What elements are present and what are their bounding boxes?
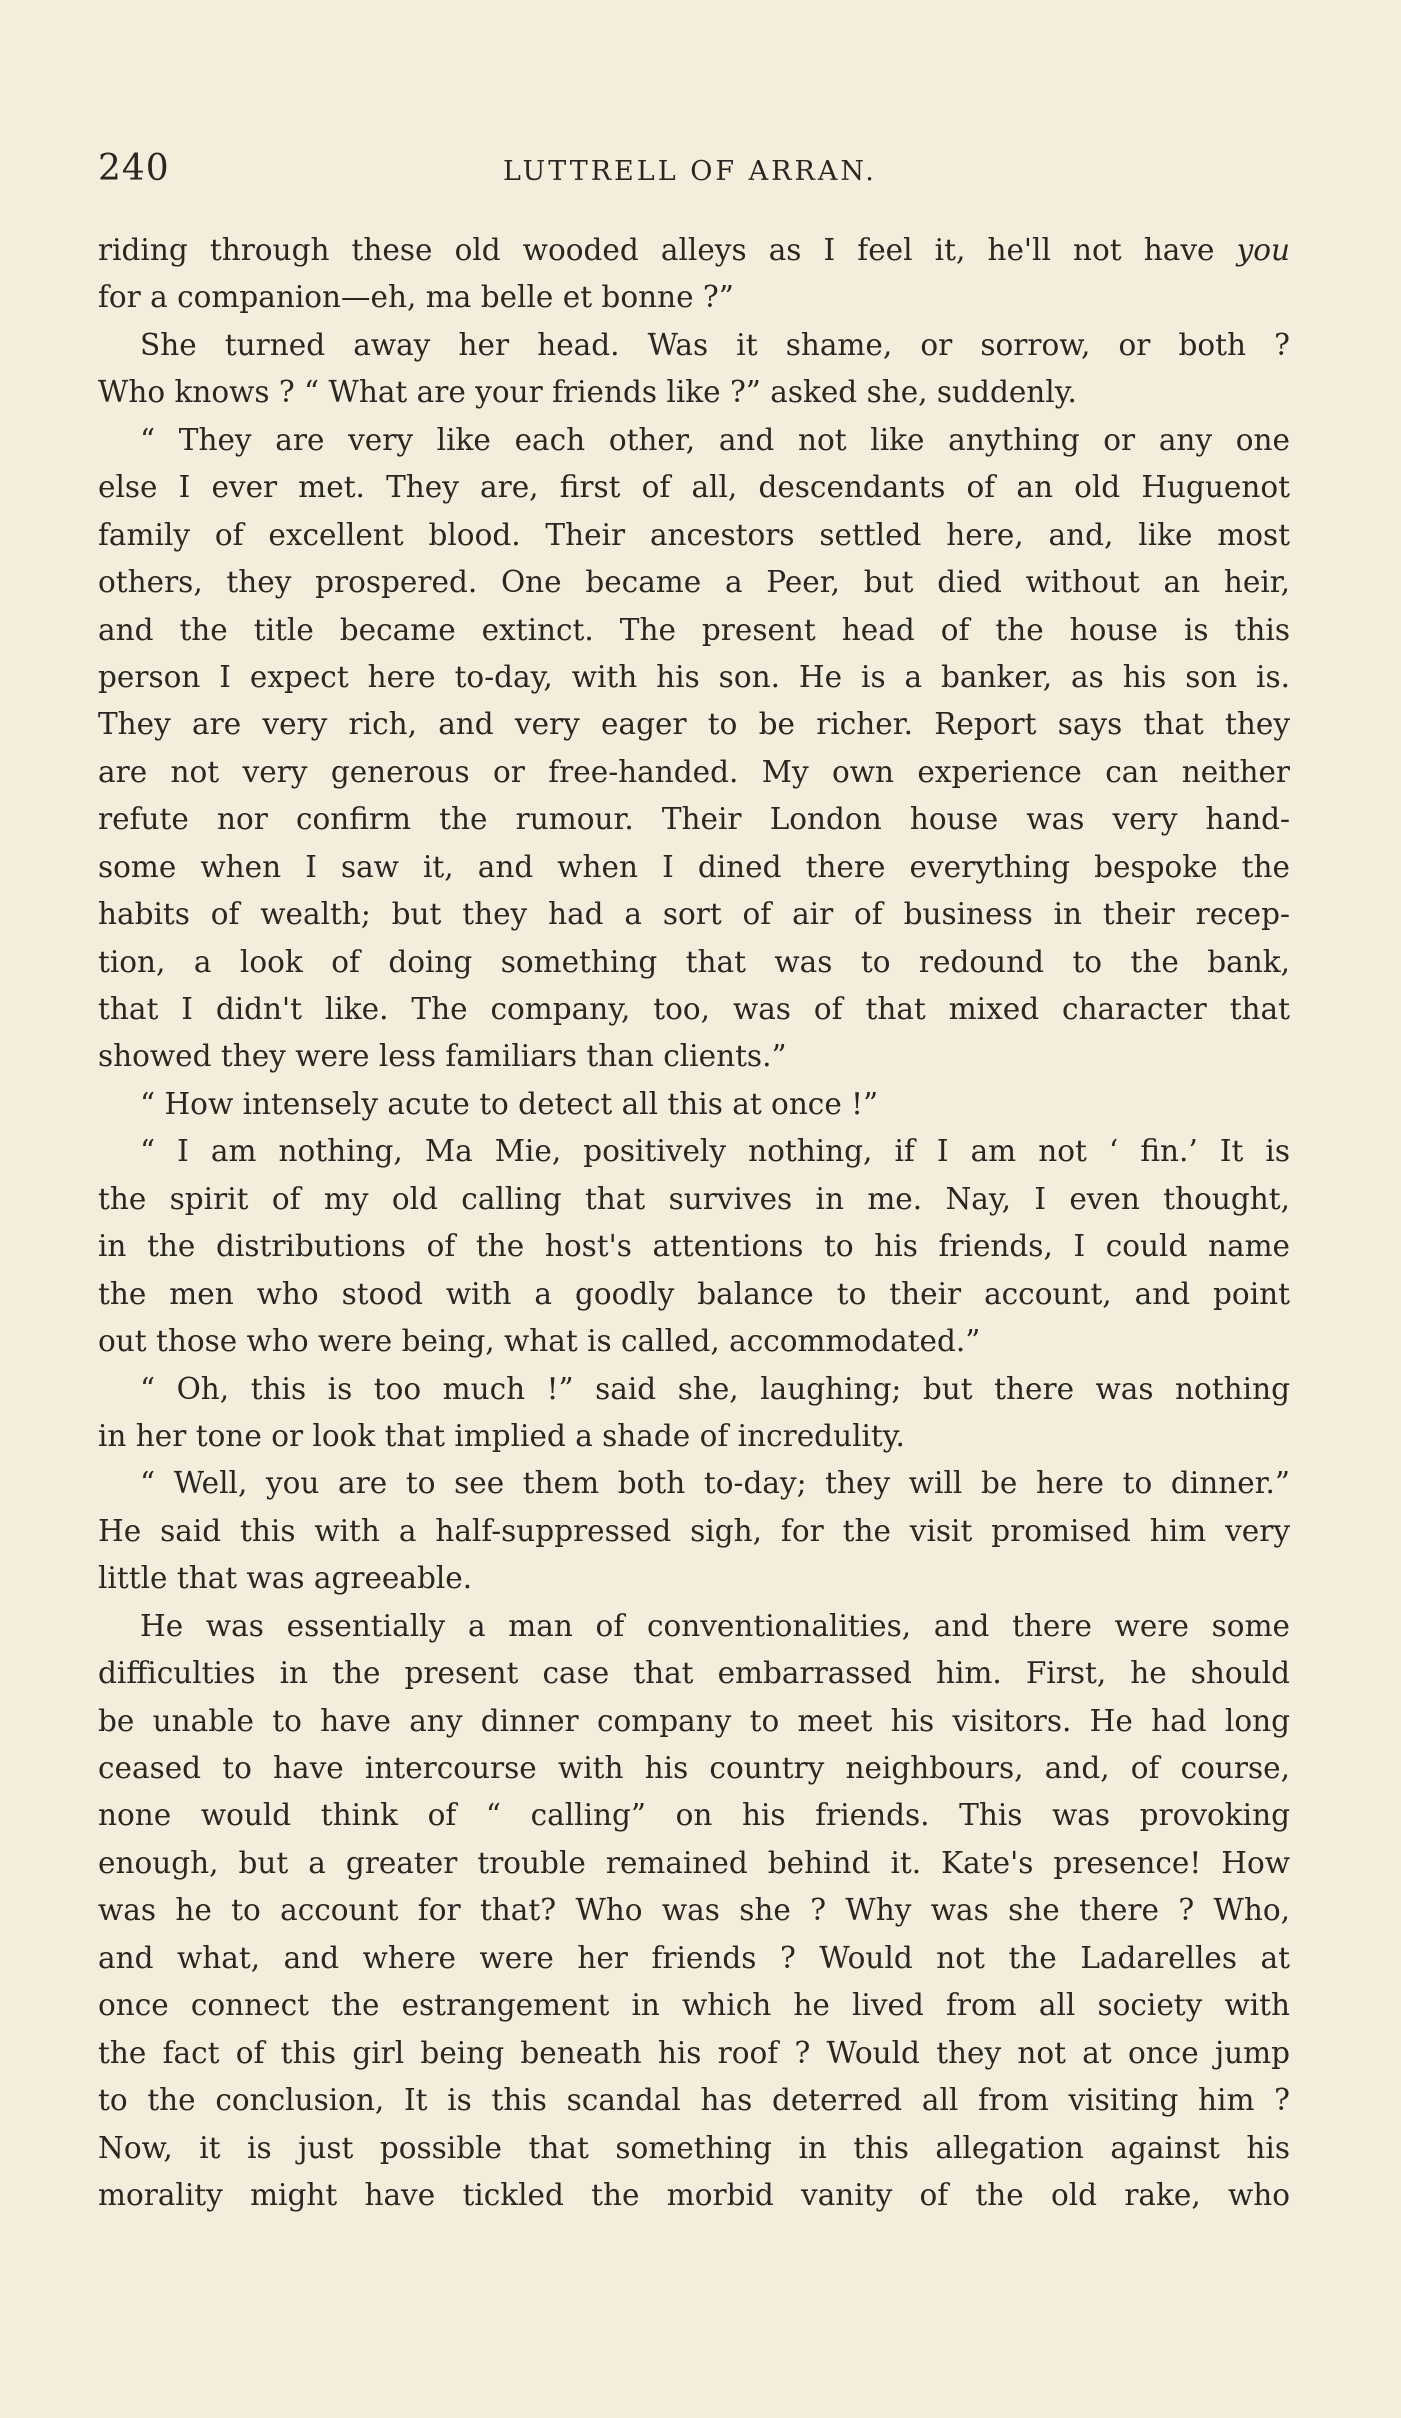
page-header [98, 148, 1290, 198]
text-line [98, 322, 1290, 369]
text-line [98, 844, 1290, 891]
text-line [98, 1081, 1290, 1128]
text-line [98, 1840, 1290, 1887]
text-line-content: “ Well, you are to see them both to-day; they will be here to dinner.” [140, 1466, 1290, 1501]
text-line [98, 2172, 1290, 2219]
text-line-content: some when I saw it, and when I dined there everything bespoke the [98, 849, 1290, 884]
text-line-content: habits of wealth; but they had a sort of air of business in their recep- [98, 897, 1290, 932]
text-line [98, 1555, 1290, 1602]
text-line-content: be unable to have any dinner company to meet his visitors. He had long [98, 1703, 1290, 1738]
text-line-content: Now, it is just possible that something in this allegation against his [98, 2130, 1290, 2165]
text-line-content: the men who stood with a goodly balance to their account, and point [98, 1276, 1290, 1311]
text-line-content: for a companion—eh, ma belle et bonne ?” [98, 280, 734, 315]
text-line [98, 1650, 1290, 1697]
text-line [98, 1887, 1290, 1934]
text-line [98, 1223, 1290, 1270]
text-line [98, 227, 1290, 274]
text-line-content: refute nor confirm the rumour. Their London house was very hand- [98, 802, 1290, 837]
text-line-content: was he to account for that? Who was she ? Why was she there ? Who, [98, 1893, 1290, 1928]
text-line [98, 2030, 1290, 2077]
page-number: 240 [98, 148, 170, 189]
body-text [98, 227, 1290, 2219]
text-line-content: “ Oh, this is too much !” said she, laughing; but there was nothing [140, 1371, 1290, 1406]
text-line-content: person I expect here to-day, with his son. He is a banker, as his son is. [98, 659, 1290, 694]
text-line-content: to the conclusion, It is this scandal has deterred all from visiting him ? [98, 2083, 1290, 2118]
text-line [98, 1318, 1290, 1365]
text-line [98, 796, 1290, 843]
text-line [98, 1460, 1290, 1507]
text-line [98, 2125, 1290, 2172]
text-line [98, 749, 1290, 796]
text-line-content: none would think of “ calling” on his friends. This was provoking [98, 1798, 1290, 1833]
text-line-content: Who knows ? “ What are your friends like ?” asked she, suddenly. [98, 375, 1077, 410]
text-line [98, 1271, 1290, 1318]
text-line [98, 2077, 1290, 2124]
text-line-content: else I ever met. They are, first of all, descendants of an old Huguenot [98, 470, 1290, 505]
text-line-content: family of excellent blood. Their ancestors settled here, and, like most [98, 517, 1290, 552]
text-line-content: little that was agreeable. [98, 1561, 473, 1596]
text-line-content: They are very rich, and very eager to be richer. Report says that they [98, 707, 1290, 742]
text-line [98, 654, 1290, 701]
text-line [98, 512, 1290, 559]
running-title: LUTTRELL OF ARRAN. [503, 156, 877, 187]
text-line [98, 1982, 1290, 2029]
text-line-content: riding through these old wooded alleys as I feel it, he'll not have [98, 233, 1237, 267]
text-line-content: “ How intensely acute to detect all this at once !” [140, 1086, 879, 1121]
text-line-content: in her tone or look that implied a shade of incredulity. [98, 1418, 905, 1453]
text-line-content: She turned away her head. Was it shame, or sorrow, or both ? [140, 327, 1290, 362]
text-line-content: showed they were less familiars than clients.” [98, 1039, 787, 1074]
text-line [98, 607, 1290, 654]
text-line [98, 1935, 1290, 1982]
text-line [98, 1176, 1290, 1223]
emphasis-text: you [1236, 233, 1290, 267]
text-line-content: He said this with a half-suppressed sigh, for the visit promised him very [98, 1513, 1290, 1548]
text-line-content: and the title became extinct. The present head of the house is this [98, 612, 1290, 647]
text-line-content: once connect the estrangement in which he lived from all society with [98, 1988, 1290, 2023]
text-line-content: “ They are very like each other, and not like anything or any one [140, 422, 1290, 457]
text-line [98, 986, 1290, 1033]
text-line [98, 939, 1290, 986]
text-line [98, 369, 1290, 416]
text-line [98, 1745, 1290, 1792]
text-line-content: the spirit of my old calling that survives in me. Nay, I even thought, [98, 1181, 1290, 1216]
text-line-content: in the distributions of the host's attentions to his friends, I could name [98, 1229, 1290, 1264]
text-line [98, 1603, 1290, 1650]
text-line-content: others, they prospered. One became a Peer, but died without an heir, [98, 565, 1290, 600]
text-line [98, 1033, 1290, 1080]
text-line [98, 1128, 1290, 1175]
text-line [98, 891, 1290, 938]
text-line [98, 1366, 1290, 1413]
text-line-content: tion, a look of doing something that was to redound to the bank, [98, 944, 1290, 979]
text-line [98, 1698, 1290, 1745]
text-line [98, 1792, 1290, 1839]
text-line [98, 701, 1290, 748]
text-line-content: the fact of this girl being beneath his roof ? Would they not at once jump [98, 2035, 1290, 2070]
text-line-content: that I didn't like. The company, too, was of that mixed character that [98, 992, 1290, 1026]
text-line-content: ceased to have intercourse with his country neighbours, and, of course, [98, 1751, 1290, 1785]
text-line-content: difficulties in the present case that embarrassed him. First, he should [98, 1656, 1290, 1691]
text-line-content: “ I am nothing, Ma Mie, positively nothing, if I am not ‘ fin.’ It is [140, 1134, 1290, 1169]
text-line-content: morality might have tickled the morbid vanity of the old rake, who [98, 2177, 1290, 2212]
text-line-content: enough, but a greater trouble remained behind it. Kate's presence! How [98, 1845, 1290, 1880]
text-line [98, 1508, 1290, 1555]
text-line [98, 274, 1290, 321]
text-line [98, 559, 1290, 606]
text-line-content: He was essentially a man of conventionalities, and there were some [140, 1608, 1290, 1643]
text-line [98, 1413, 1290, 1460]
text-line [98, 417, 1290, 464]
text-line-content: are not very generous or free-handed. My own experience can neither [98, 754, 1290, 789]
text-line-content: out those who were being, what is called, accommodated.” [98, 1324, 981, 1359]
text-line-content: and what, and where were her friends ? Would not the Ladarelles at [98, 1940, 1290, 1975]
text-line [98, 464, 1290, 511]
